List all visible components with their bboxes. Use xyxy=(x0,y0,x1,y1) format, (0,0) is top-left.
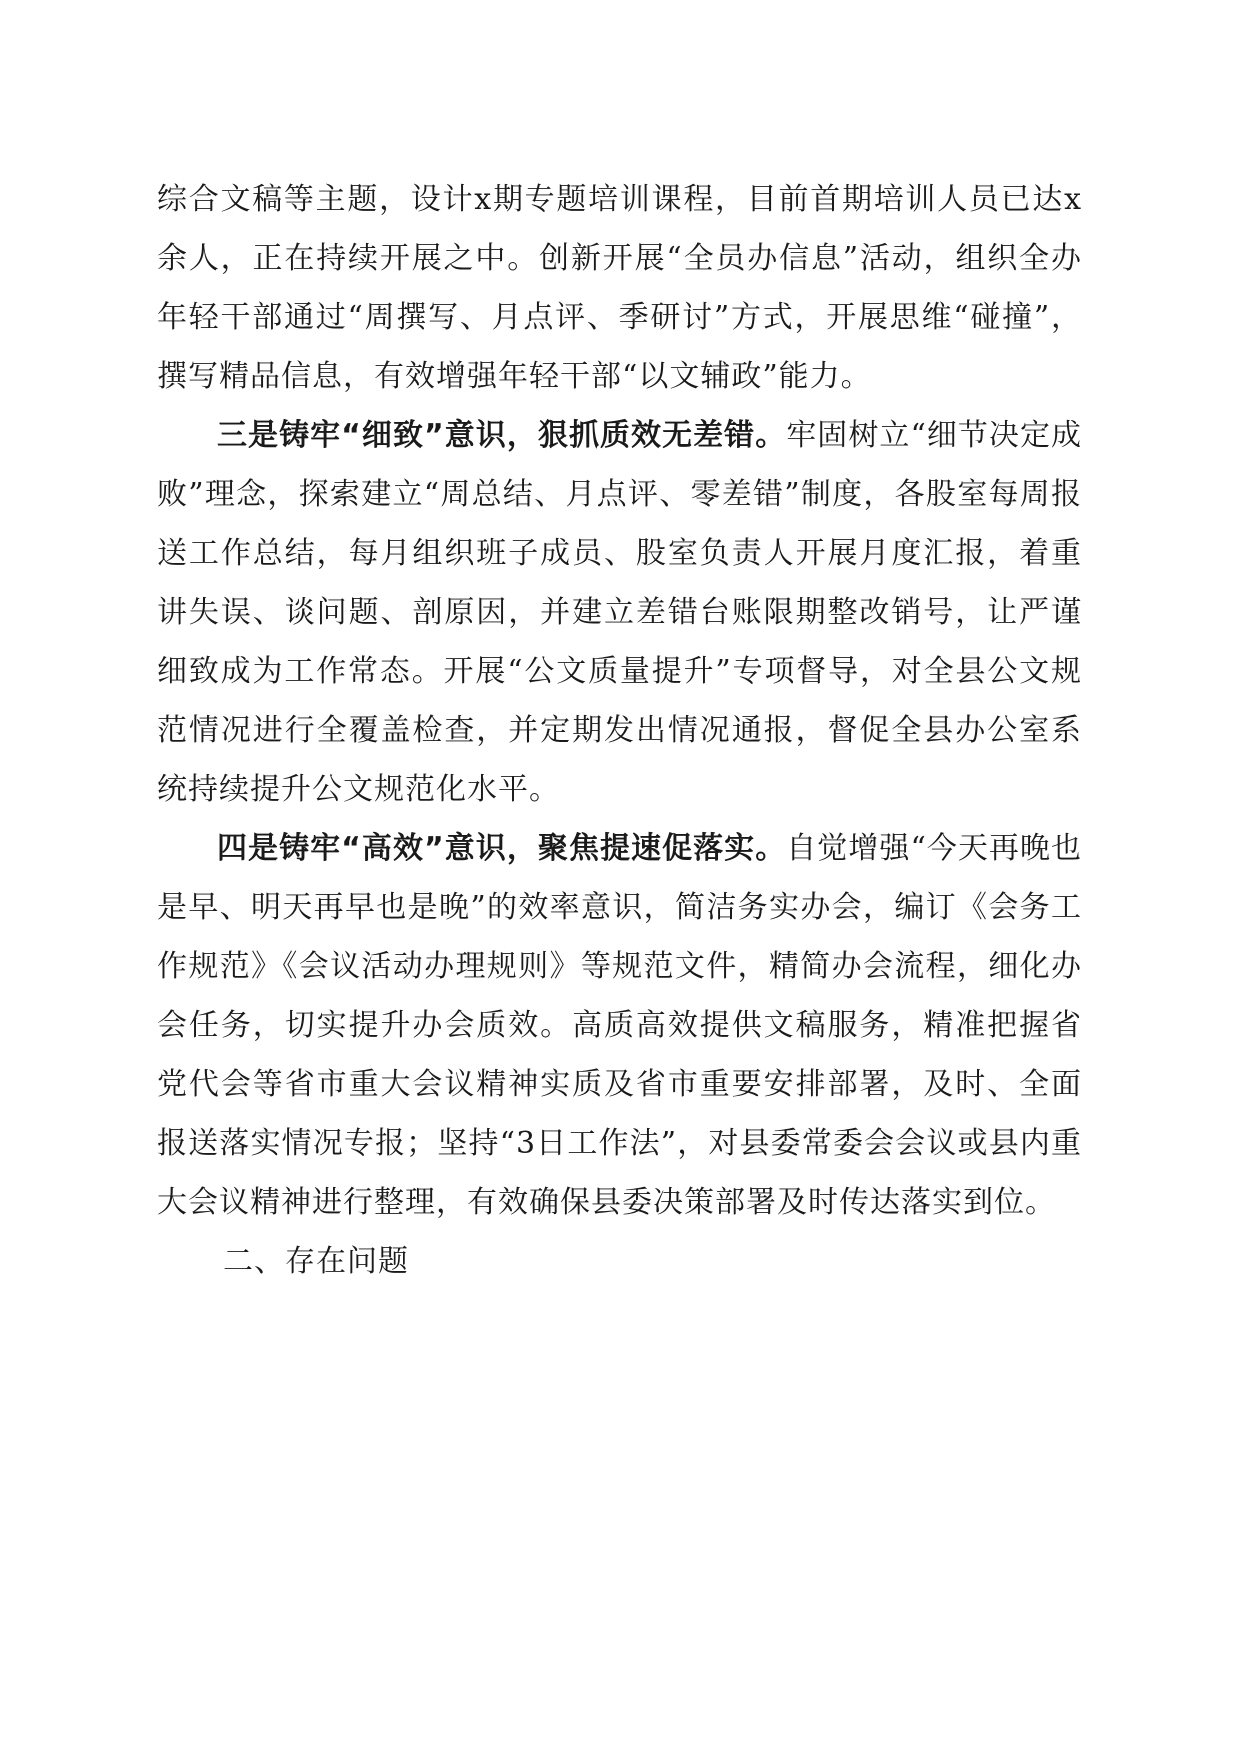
paragraph-text: 牢固树立“细节决定成败”理念，探索建立“周总结、月点评、零差错”制度，各股室每周报送工作总结，每月组织班子成员、股室负责人开展月度汇报，着重讲失误、谈问题、剖原因，并建立差错台账限期整改销号，让严谨细致成为工作常态。开展“公文质量提升”专项督导，对全县公文规范情况进行全覆盖检查，并定期发出情况通报，督促全县办公室系统持续提升公文规范化水平。 xyxy=(157,418,1082,807)
paragraph-lead-sentence: 四是铸牢“高效”意识，聚焦提速促落实。 xyxy=(217,831,787,866)
document-page xyxy=(157,170,1082,1291)
paragraph-lead-sentence: 三是铸牢“细致”意识，狠抓质效无差错。 xyxy=(217,418,787,453)
paragraph-section-three xyxy=(157,406,1082,819)
paragraph-text: 自觉增强“今天再晚也是早、明天再早也是晚”的效率意识，简洁务实办会，编订《会务工作规范》《会议活动办理规则》等规范文件，精简办会流程，细化办会任务，切实提升办会质效。高质高效提供文稿服务，精准把握省党代会等省市重大会议精神实质及省市重要安排部署，及时、全面报送落实情况专报；坚持“3日工作法”，对县委常委会会议或县内重大会议精神进行整理，有效确保县委决策部署及时传达落实到位。 xyxy=(157,831,1082,1220)
paragraph-section-four xyxy=(157,819,1082,1232)
paragraph-text: 综合文稿等主题，设计x期专题培训课程，目前首期培训人员已达x余人，正在持续开展之中。创新开展“全员办信息”活动，组织全办年轻干部通过“周撰写、月点评、季研讨”方式，开展思维“碰撞”，撰写精品信息，有效增强年轻干部“以文辅政”能力。 xyxy=(157,182,1082,394)
section-heading: 二、存在问题 xyxy=(223,1244,409,1279)
paragraph-continued xyxy=(157,170,1082,406)
